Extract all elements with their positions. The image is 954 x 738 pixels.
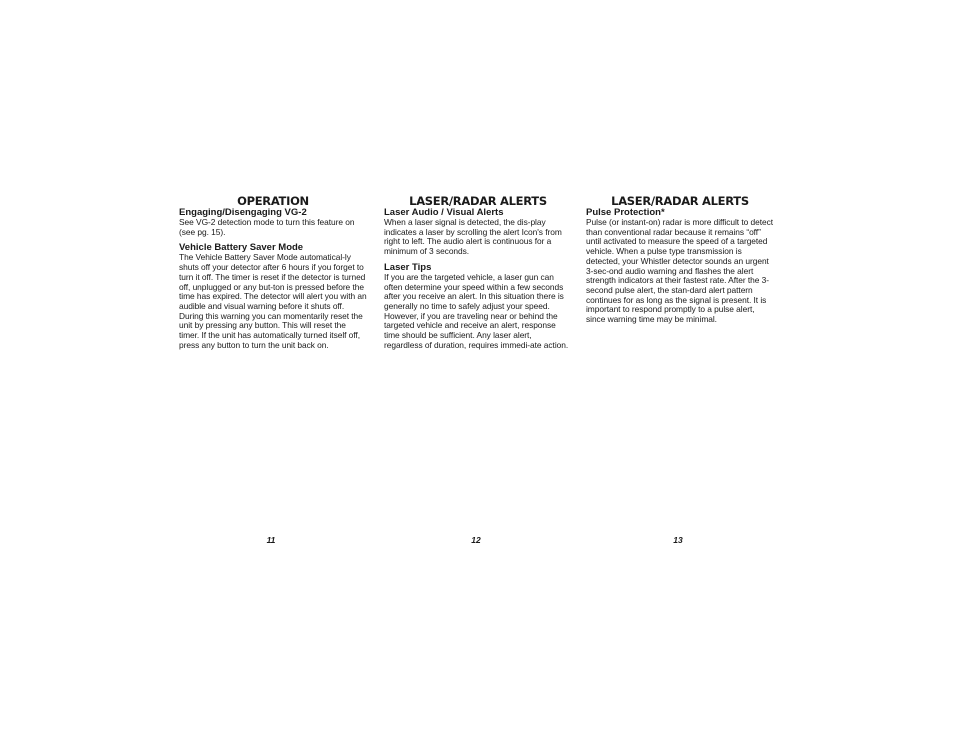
laser-radar-alerts-title: LASER/RADAR ALERTS	[611, 194, 749, 208]
laser-audio-visual-heading: Laser Audio / Visual Alerts	[384, 207, 504, 218]
page-11-column	[179, 194, 367, 350]
pulse-protection-heading: Pulse Protection*	[586, 207, 665, 218]
page-13-column	[586, 194, 774, 325]
battery-saver-body: The Vehicle Battery Saver Mode automatical-ly shuts off your detector after 6 hours if you forget to turn it off. The timer is reset if the detector is turned off, unplugged or any but-ton is pressed before the time has expired. The detector will alert you with an audible and visual warning before it shuts off. During this warning you can momentarily reset the unit by pressing any button. This will reset the timer. If the unit has automatically turned itself off, press any button to turn the unit back on.	[179, 252, 367, 350]
page-12-column	[384, 194, 572, 350]
laser-tips-body: If you are the targeted vehicle, a laser gun can often determine your speed within a few seconds after you receive an alert. In this situation there is generally no time to safely adjust your speed. However, if you are traveling near or behind the targeted vehicle and receive an alert, response time should be sufficient. Any laser alert, regardless of duration, requires immedi-ate action.	[384, 271, 569, 350]
pulse-protection-body: Pulse (or instant-on) radar is more difficult to detect than conventional radar because it remains “off” until activated to measure the speed of a targeted vehicle. When a pulse type transmission is detected, your Whistler detector sounds an urgent 3-sec-ond audio warning and flashes the alert strength indicators at their fastest rate. After the 3-second pulse alert, the stan-dard alert pattern continues for as long as the signal is present. It is important to respond promptly to a pulse alert, since warning time may be minimal.	[586, 217, 774, 325]
page-number: 13	[673, 535, 683, 545]
page-number: 12	[471, 535, 481, 545]
engaging-vg2-body: See VG-2 detection mode to turn this feature on (see pg. 15).	[179, 217, 355, 237]
laser-radar-alerts-title: LASER/RADAR ALERTS	[409, 194, 547, 208]
laser-tips-heading: Laser Tips	[384, 261, 432, 273]
laser-audio-visual-body: When a laser signal is detected, the dis-play indicates a laser by scrolling the alert Icon's from right to left. The audio alert is continuous for a minimum of 3 seconds.	[384, 217, 562, 257]
operation-title: OPERATION	[237, 194, 309, 208]
battery-saver-heading: Vehicle Battery Saver Mode	[179, 242, 304, 254]
engaging-vg2-heading: Engaging/Disengaging VG-2	[179, 207, 307, 218]
page-number: 11	[266, 535, 276, 545]
